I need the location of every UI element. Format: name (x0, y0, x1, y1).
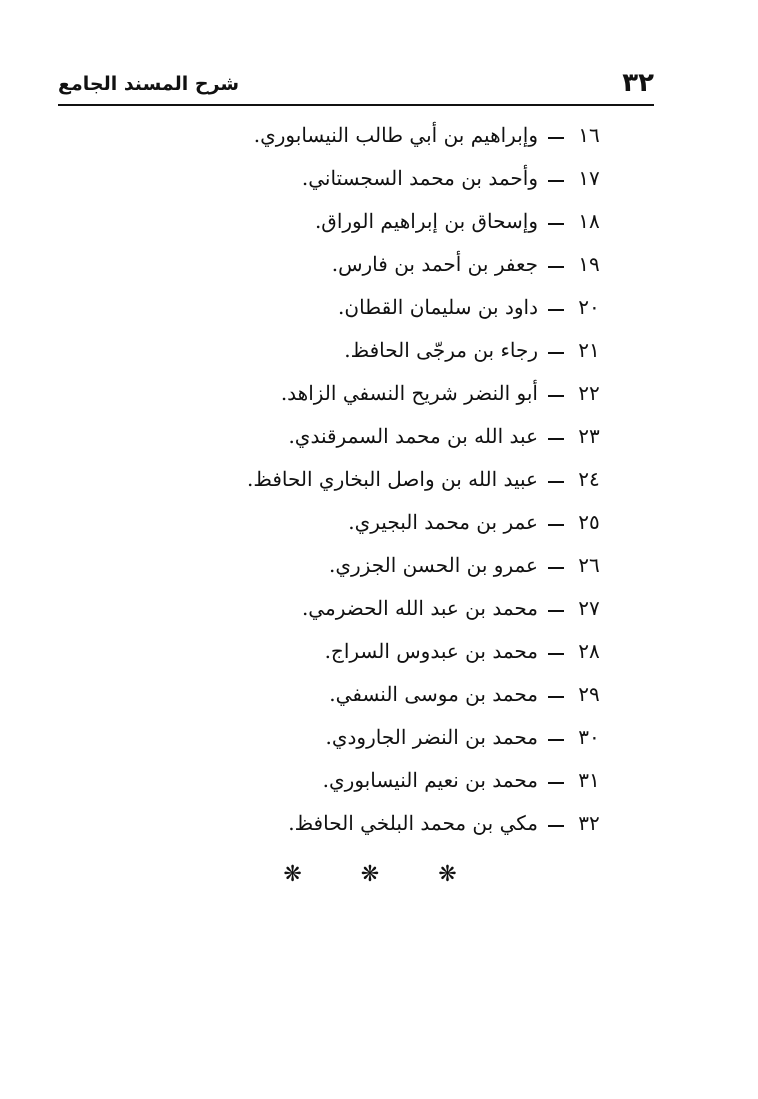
entry-number: ١٨ (578, 208, 600, 233)
entry-dash (548, 266, 564, 268)
entry-dash (548, 524, 564, 526)
entry-number: ٢٨ (578, 638, 600, 663)
entry-dash (548, 309, 564, 311)
entry-name: رجاء بن مرجّى الحافظ. (344, 337, 538, 362)
asterism-ornament: ❋ (360, 862, 398, 887)
entry-number: ١٩ (578, 251, 600, 276)
entry-number: ٣١ (578, 767, 600, 792)
entry-name: محمد بن عبدوس السراج. (324, 638, 538, 663)
entry-name: داود بن سليمان القطان. (338, 294, 538, 319)
entry-number: ١٦ (578, 122, 600, 147)
list-item (184, 629, 604, 672)
page-header (58, 66, 654, 102)
section-divider (0, 862, 758, 887)
entry-name: عبيد الله بن واصل البخاري الحافظ. (247, 466, 538, 491)
entry-dash (548, 567, 564, 569)
entry-name: محمد بن نعيم النيسابوري. (322, 767, 538, 792)
entry-dash (548, 739, 564, 741)
list-item (184, 113, 604, 156)
list-item (184, 371, 604, 414)
entry-name: وإسحاق بن إبراهيم الوراق. (314, 208, 538, 233)
entry-name: مكي بن محمد البلخي الحافظ. (288, 810, 538, 835)
asterism-ornament: ❋ (283, 862, 320, 887)
entry-name: أبو النضر شريح النسفي الزاهد. (280, 380, 538, 405)
entry-name: محمد بن النضر الجارودي. (325, 724, 538, 749)
list-item (184, 457, 604, 500)
entry-number: ٢٢ (578, 380, 600, 405)
list-item (184, 328, 604, 371)
entry-number: ٢١ (578, 337, 600, 362)
entry-name: عمر بن محمد البجيري. (348, 509, 538, 534)
entry-dash (548, 782, 564, 784)
entry-dash (548, 610, 564, 612)
entry-dash (548, 438, 564, 440)
entry-number: ٣٠ (578, 724, 600, 749)
entry-name: عمرو بن الحسن الجزري. (329, 552, 538, 577)
entry-number: ٢٥ (578, 509, 600, 534)
entry-number: ٢٤ (578, 466, 600, 491)
entry-name: جعفر بن أحمد بن فارس. (331, 251, 538, 276)
asterism-ornament: ❋ (438, 862, 475, 887)
list-item (184, 285, 604, 328)
list-item (184, 156, 604, 199)
entry-name: محمد بن عبد الله الحضرمي. (301, 595, 538, 620)
entry-name: وأحمد بن محمد السجستاني. (301, 165, 538, 190)
entry-dash (548, 696, 564, 698)
list-item (184, 500, 604, 543)
list-item (184, 715, 604, 758)
list-item (184, 543, 604, 586)
entry-dash (548, 481, 564, 483)
entry-number: ٢٠ (578, 294, 600, 319)
entry-number: ٢٣ (578, 423, 600, 448)
entry-number: ٢٧ (578, 595, 600, 620)
running-title: شرح المسند الجامع (58, 73, 240, 95)
list-item (184, 586, 604, 629)
list-item (184, 242, 604, 285)
list-item (184, 801, 604, 844)
list-item (184, 758, 604, 801)
entry-dash (548, 223, 564, 225)
narrator-list (184, 113, 604, 844)
entry-dash (548, 180, 564, 182)
entry-dash (548, 395, 564, 397)
entry-dash (548, 825, 564, 827)
list-item (184, 199, 604, 242)
list-item (184, 672, 604, 715)
entry-dash (548, 653, 564, 655)
entry-dash (548, 137, 564, 139)
entry-number: ٢٦ (578, 552, 600, 577)
page-number: ٣٢ (622, 68, 654, 98)
entry-number: ١٧ (578, 165, 600, 190)
entry-name: محمد بن موسى النسفي. (329, 681, 538, 706)
entry-number: ٣٢ (578, 810, 600, 835)
entry-name: عبد الله بن محمد السمرقندي. (288, 423, 538, 448)
entry-dash (548, 352, 564, 354)
header-rule (58, 104, 654, 106)
entry-number: ٢٩ (578, 681, 600, 706)
list-item (184, 414, 604, 457)
entry-name: وإبراهيم بن أبي طالب النيسابوري. (253, 122, 538, 147)
